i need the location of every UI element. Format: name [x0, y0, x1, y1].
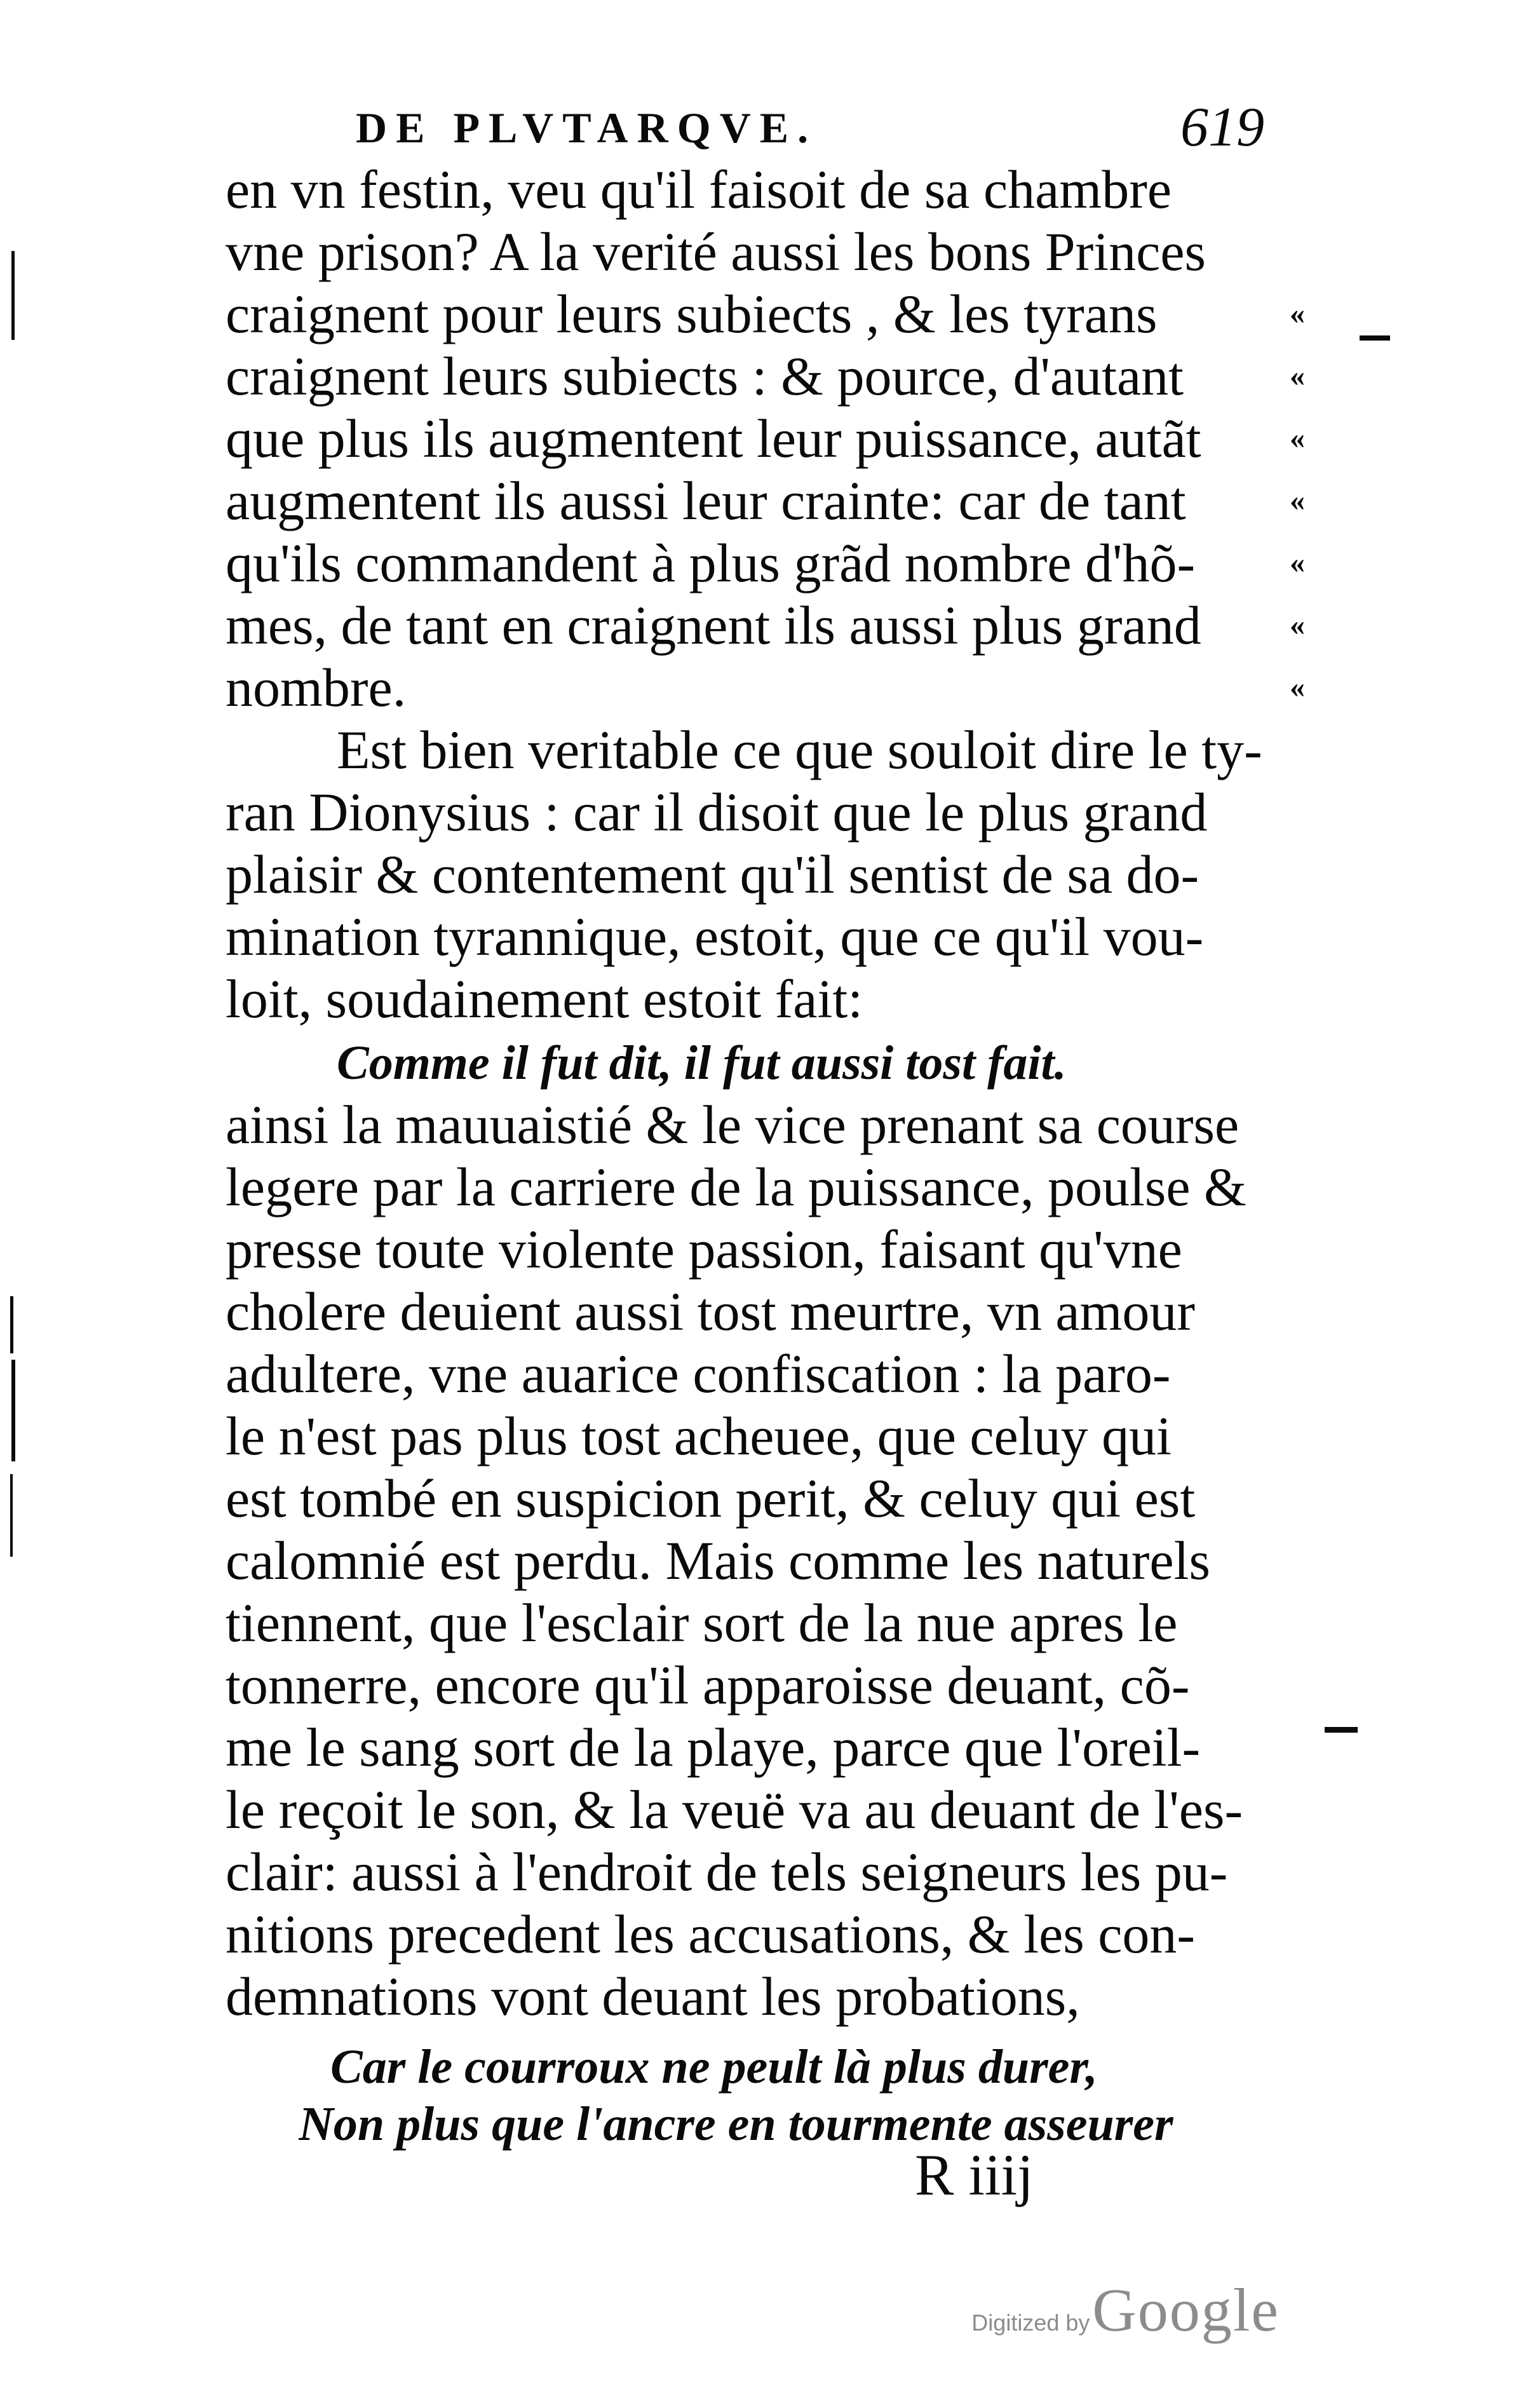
quote-mark: «	[1290, 297, 1305, 330]
text-line: le n'est pas plus tost acheuee, que celuy qui	[226, 1405, 1172, 1466]
text-line: craignent leurs subiects : & pource, d'autant	[226, 346, 1184, 407]
quote-mark: «	[1290, 421, 1305, 455]
text-line: est tombé en suspicion perit, & celuy qui est	[226, 1468, 1196, 1529]
text-line: Est bien veritable ce que souloit dire le ty-	[337, 719, 1262, 780]
text-line: adultere, vne auarice confiscation : la paro-	[226, 1343, 1171, 1404]
page-header	[330, 95, 1283, 165]
quote-mark: «	[1290, 608, 1305, 642]
text-line: clair: aussi à l'endroit de tels seigneurs les pu-	[226, 1841, 1228, 1902]
text-line: ainsi la mauuaistié & le vice prenant sa course	[226, 1094, 1239, 1155]
digitized-watermark	[971, 2275, 1280, 2345]
text-line: le reçoit le son, & la veuë va au deuant de l'es-	[226, 1779, 1243, 1840]
text-line: me le sang sort de la playe, parce que l'oreil-	[226, 1717, 1201, 1778]
text-line: ran Dionysius : car il disoit que le plus grand	[226, 782, 1208, 843]
text-line: plaisir & contentement qu'il sentist de sa do-	[226, 844, 1199, 905]
verse-line: Car le courroux ne peult là plus durer,	[330, 2040, 1098, 2094]
margin-dash	[1360, 335, 1390, 341]
text-line: calomnié est perdu. Mais comme les naturels	[226, 1530, 1210, 1591]
text-line: legere par la carriere de la puissance, poulse &	[226, 1156, 1246, 1217]
edge-mark	[10, 1296, 13, 1353]
watermark-small-text: Digitized by	[971, 2310, 1090, 2336]
text-line: craignent pour leurs subiects , & les tyrans	[226, 283, 1158, 344]
text-line: presse toute violente passion, faisant qu'vne	[226, 1219, 1182, 1280]
quote-mark: «	[1290, 359, 1305, 393]
italic-quote-line: Comme il fut dit, il fut aussi tost fait.	[337, 1036, 1067, 1090]
text-line: loit, soudainement estoit fait:	[226, 968, 863, 1029]
watermark-brand-text: Google	[1092, 2276, 1280, 2344]
edge-mark	[11, 251, 15, 340]
text-line: tiennent, que l'esclair sort de la nue apres le	[226, 1592, 1178, 1653]
quote-mark: «	[1290, 670, 1305, 704]
edge-mark	[10, 1474, 13, 1557]
signature-mark: R iiij	[915, 2142, 1034, 2207]
margin-dash	[1325, 1727, 1358, 1733]
edge-mark	[11, 1360, 15, 1461]
text-line: vne prison? A la verité aussi les bons Princes	[226, 221, 1206, 282]
verse-line: Non plus que l'ancre en tourmente asseurer	[299, 2097, 1173, 2151]
text-line: en vn festin, veu qu'il faisoit de sa chambre	[226, 159, 1172, 220]
page-number: 619	[1180, 97, 1264, 158]
text-line: mes, de tant en craignent ils aussi plus grand	[226, 595, 1201, 656]
text-line: demnations vont deuant les probations,	[226, 1966, 1080, 2027]
text-line: nitions precedent les accusations, & les con-	[226, 1904, 1196, 1965]
text-line: tonnerre, encore qu'il apparoisse deuant, cõ-	[226, 1655, 1190, 1716]
text-line: qu'ils commandent à plus grãd nombre d'hõ-	[226, 532, 1196, 593]
running-head: DE PLVTARQVE.	[356, 104, 818, 152]
text-line: mination tyrannique, estoit, que ce qu'il vou-	[226, 906, 1204, 967]
quote-mark: «	[1290, 484, 1305, 517]
text-line: augmentent ils aussi leur crainte: car de tant	[226, 470, 1186, 531]
text-line: que plus ils augmentent leur puissance, autãt	[226, 408, 1201, 469]
text-line: cholere deuient aussi tost meurtre, vn amour	[226, 1281, 1196, 1342]
quote-mark: «	[1290, 546, 1305, 579]
text-line: nombre.	[226, 657, 407, 718]
